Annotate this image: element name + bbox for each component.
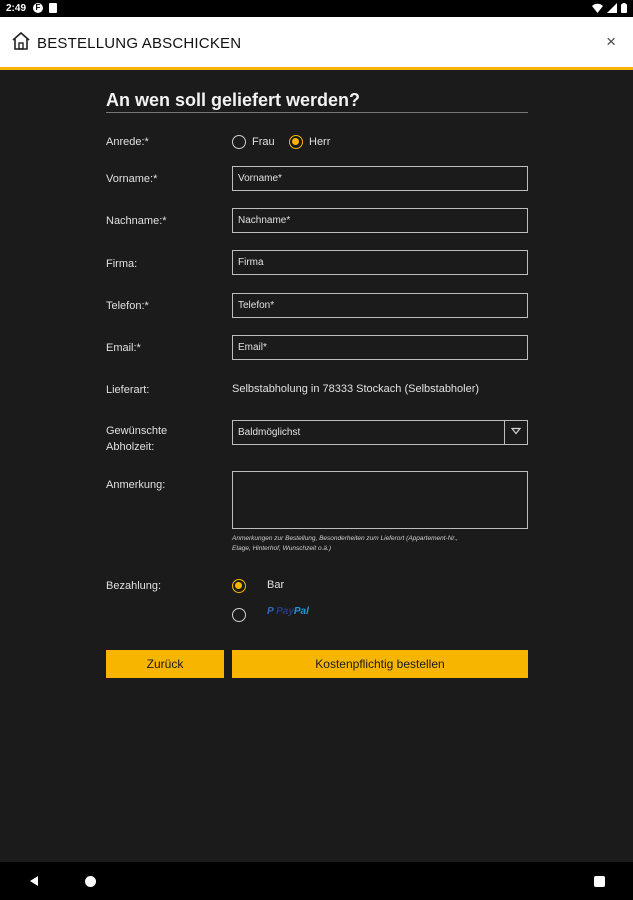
delivery-value: Selbstabholung in 78333 Stockach (Selbstabholer) <box>232 383 480 395</box>
sim-card-icon <box>49 3 57 13</box>
last-name-field[interactable] <box>232 208 528 233</box>
status-bar <box>0 0 633 17</box>
pickup-time-label-line1: Gewünschte <box>106 425 168 437</box>
paypal-pal-text: Pal <box>293 606 309 617</box>
email-label: Email:* <box>106 342 141 354</box>
salutation-option-herr: Herr <box>309 136 331 148</box>
delivery-label: Lieferart: <box>106 384 150 396</box>
chevron-down-icon <box>511 426 521 436</box>
remark-label: Anmerkung: <box>106 479 166 491</box>
remark-hint <box>232 534 532 554</box>
f-app-icon: F <box>33 3 43 13</box>
nav-back-icon[interactable] <box>28 875 40 887</box>
salutation-radio-frau[interactable] <box>232 135 246 149</box>
home-icon[interactable] <box>11 31 31 51</box>
payment-radio-paypal[interactable] <box>232 608 246 622</box>
form-heading: An wen soll geliefert werden? <box>106 90 361 110</box>
nav-recents-icon[interactable] <box>594 876 605 887</box>
remark-hint-line1: Anmerkungen zur Bestellung, Besonderheiten zum Lieferort (Appartement-Nr., <box>232 535 458 542</box>
signal-icon <box>607 3 617 13</box>
pickup-time-label-line2: Abholzeit: <box>106 441 155 453</box>
phone-label: Telefon:* <box>106 300 149 312</box>
battery-icon <box>621 3 627 13</box>
payment-radio-cash[interactable] <box>232 579 246 593</box>
select-divider <box>504 421 505 444</box>
company-label: Firma: <box>106 258 138 270</box>
wifi-icon <box>592 3 603 13</box>
page-title: BESTELLUNG ABSCHICKEN <box>37 35 242 52</box>
close-icon[interactable]: × <box>606 32 616 51</box>
salutation-label: Anrede:* <box>106 136 149 148</box>
remark-hint-line2: Etage, Hinterhof, Wunschzeit o.ä.) <box>232 545 331 552</box>
remark-textarea[interactable] <box>232 471 528 529</box>
status-time: 2:49 <box>6 3 27 14</box>
email-field[interactable] <box>232 335 528 360</box>
first-name-field[interactable] <box>232 166 528 191</box>
paypal-logo <box>267 606 309 617</box>
first-name-label: Vorname:* <box>106 173 158 185</box>
pickup-time-select[interactable] <box>232 420 528 445</box>
phone-field[interactable] <box>232 293 528 318</box>
company-field[interactable] <box>232 250 528 275</box>
heading-divider <box>106 112 528 113</box>
nav-home-icon[interactable] <box>85 876 96 887</box>
salutation-option-frau: Frau <box>252 136 275 148</box>
salutation-radio-herr[interactable] <box>289 135 303 149</box>
paypal-p-icon: P <box>267 606 274 617</box>
back-button[interactable]: Zurück <box>106 650 224 678</box>
payment-option-cash: Bar <box>267 579 285 591</box>
last-name-label: Nachname:* <box>106 215 167 227</box>
payment-label: Bezahlung: <box>106 580 162 592</box>
app-bar <box>0 17 633 70</box>
pickup-time-value: Baldmöglichst <box>238 427 301 438</box>
navigation-bar <box>0 862 633 900</box>
order-button[interactable]: Kostenpflichtig bestellen <box>232 650 528 678</box>
paypal-pay-text: Pay <box>276 606 294 617</box>
